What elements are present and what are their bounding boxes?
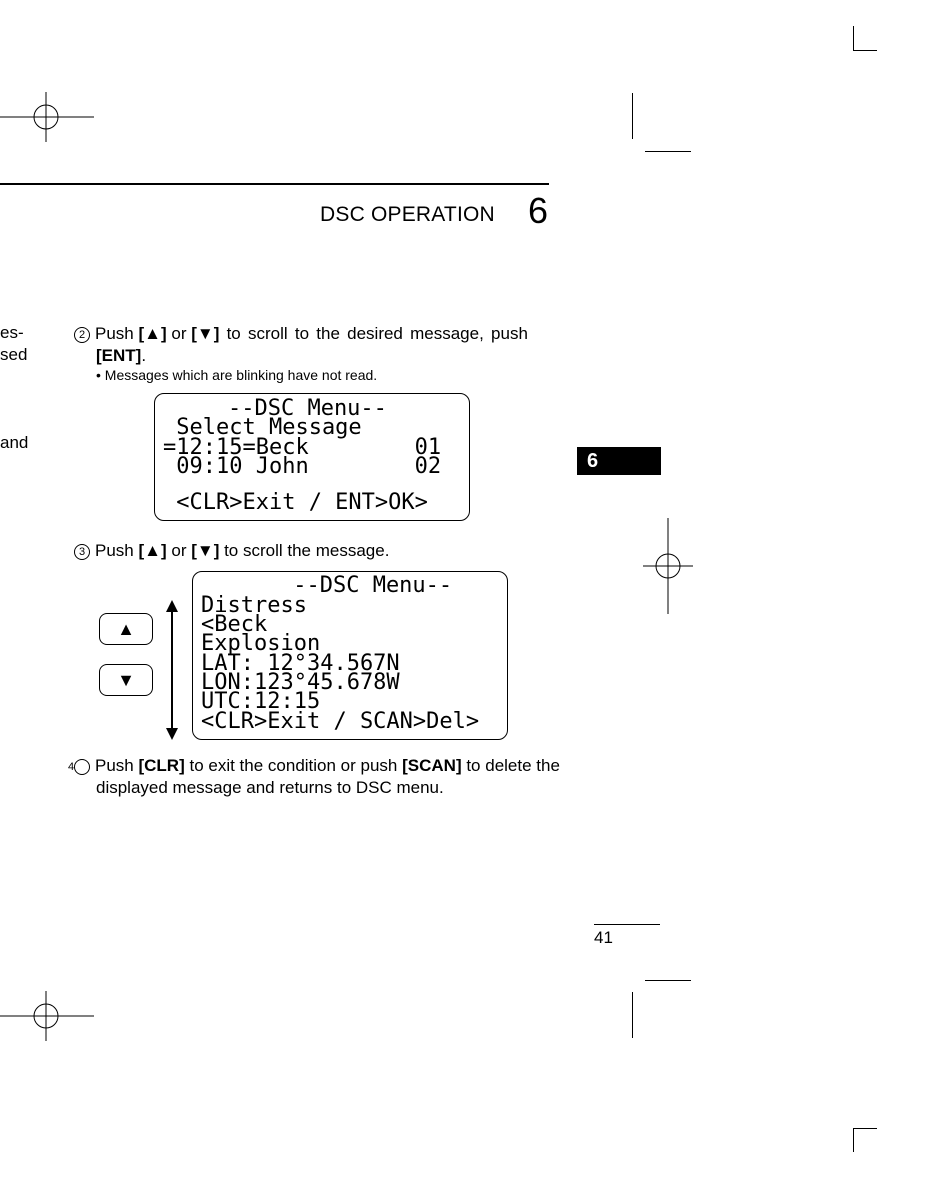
lcd-line: <CLR>Exit / ENT>OK> xyxy=(163,490,428,515)
registration-mark-icon xyxy=(643,518,693,614)
lcd-line: LAT: 12°34.567N xyxy=(201,651,400,676)
step-2: 2 Push [▲] or [▼] to scroll to the desired message, push [ENT]. xyxy=(74,323,550,367)
lcd-line: --DSC Menu-- xyxy=(227,573,453,598)
down-key-button[interactable] xyxy=(99,664,153,696)
step-4: 4 Push [CLR] to exit the condition or push [SCAN] to delete the displayed message and returns to DSC menu. xyxy=(67,756,560,797)
lcd-display-message-detail xyxy=(192,571,508,740)
chapter-tab: 6 xyxy=(577,447,661,475)
triangle-down-icon: ▼ xyxy=(117,669,135,690)
lcd-line: 09:10 John 02 xyxy=(163,454,442,479)
step-number: 2 xyxy=(74,327,90,343)
step-number: 4 xyxy=(74,759,90,775)
lcd-line: <CLR>Exit / SCAN>Del> xyxy=(201,709,480,734)
lcd-line: Distress xyxy=(201,593,307,618)
margin-fragment: es- xyxy=(0,323,24,342)
margin-fragment: and xyxy=(0,433,29,452)
page-number: 41 xyxy=(594,928,613,947)
lcd-line: Select Message xyxy=(163,415,362,440)
registration-mark-icon xyxy=(0,92,96,142)
up-key-button[interactable] xyxy=(99,613,153,645)
step-3: 3 Push [▲] or [▼] to scroll the message. xyxy=(74,540,550,562)
lcd-display-message-list xyxy=(154,393,470,521)
section-title: DSC OPERATION xyxy=(320,203,495,226)
lcd-line: <Beck xyxy=(201,612,268,637)
lcd-line: --DSC Menu-- xyxy=(175,396,387,421)
margin-fragment: sed xyxy=(0,345,28,364)
lcd-line: Explosion xyxy=(201,631,321,656)
double-arrow-icon xyxy=(162,600,182,740)
step-2-note: • Messages which are blinking have not read. xyxy=(96,367,378,383)
chapter-number: 6 xyxy=(528,190,549,231)
page-number-rule xyxy=(594,924,660,925)
registration-mark-icon xyxy=(0,991,96,1041)
lcd-line: LON:123°45.678W xyxy=(201,670,400,695)
triangle-up-icon: ▲ xyxy=(117,618,135,639)
step-number: 3 xyxy=(74,544,90,560)
header-rule xyxy=(0,183,549,185)
lcd-line: =12:15=Beck 01 xyxy=(163,435,442,460)
lcd-line: UTC:12:15 xyxy=(201,689,321,714)
